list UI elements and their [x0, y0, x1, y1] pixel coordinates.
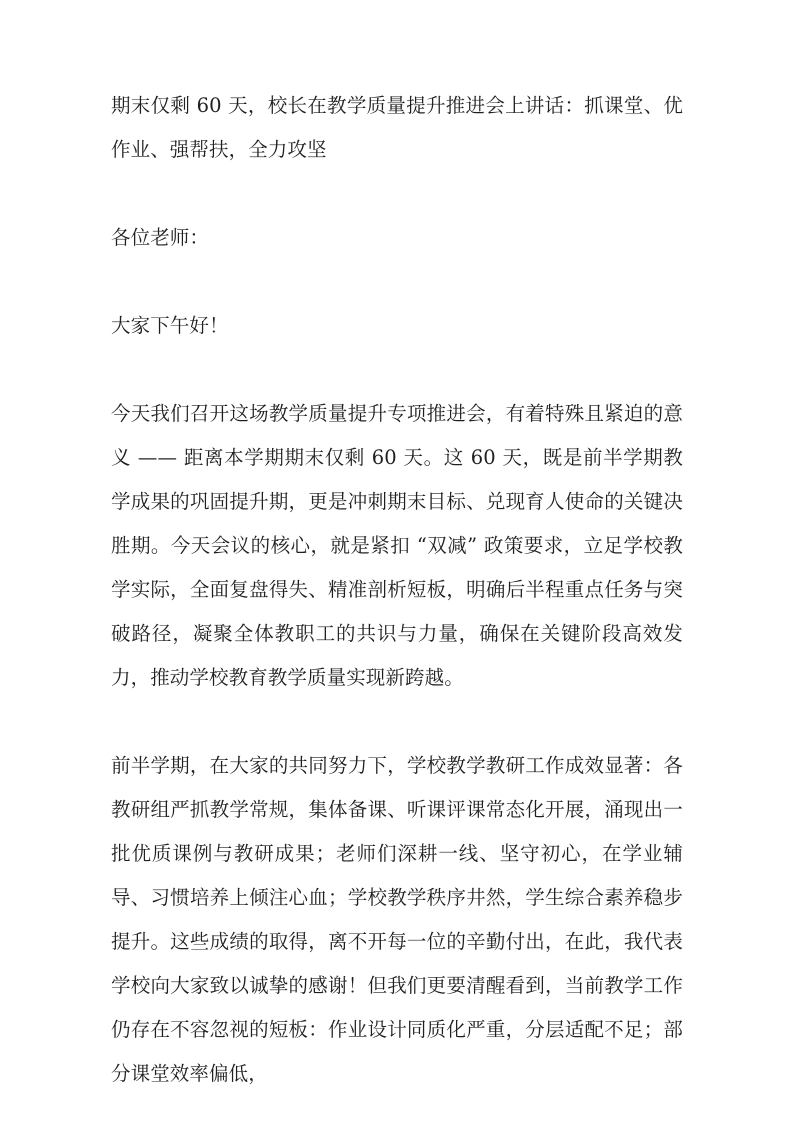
salutation-line: 各位老师： [111, 226, 210, 249]
paragraph-progress-review: 前半学期，在大家的共同努力下，学校教学教研工作成效显著：各教研组严抓教学常规，集体备课、听课评课常态化开展，涌现出一批优质课例与教研成果；老师们深耕一线、坚守初心，在学业辅导、习惯培养上倾注心血；学校教学秩序井然，学生综合素养稳步提升。这些成绩的取得，离不开每一位的辛勤付出，在此，我代表学校向大家致以诚挚的感谢！但我们更要清醒看到，当前教学工作仍存在不容忽视的短板：作业设计同质化严重，分层适配不足；部分课堂效率偏低， [111, 754, 683, 1085]
document-body [111, 84, 683, 1096]
greeting-line: 大家下午好！ [111, 314, 229, 337]
paragraph-meeting-significance: 今天我们召开这场教学质量提升专项推进会，有着特殊且紧迫的意义 —— 距离本学期期末仅剩 60 天。这 60 天，既是前半学期教学成果的巩固提升期，更是冲刺期末目标、兑现育人使命的关键决胜期。今天会议的核心，就是紧扣 “双减” 政策要求，立足学校教学实际，全面复盘得失、精准剖析短板，明确后半程重点任务与突破路径，凝聚全体教职工的共识与力量，确保在关键阶段高效发力，推动学校教育教学质量实现新跨越。 [111, 402, 683, 689]
document-title: 期末仅剩 60 天，校长在教学质量提升推进会上讲话：抓课堂、优作业、强帮扶，全力攻坚 [111, 94, 683, 161]
